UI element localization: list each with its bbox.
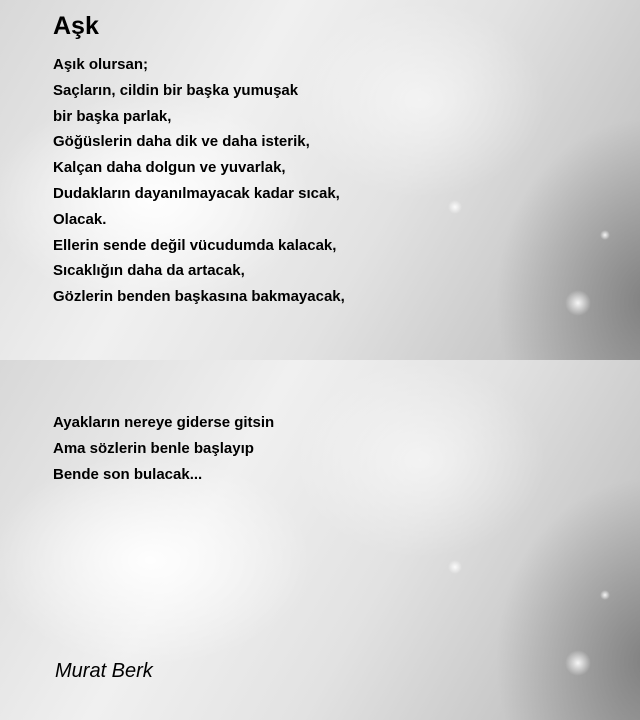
sparkle [600,590,610,600]
poem-line: Bende son bulacak... [53,465,203,483]
poem-title: Aşk [53,12,99,40]
sparkle [565,290,591,316]
poem-line: Sıcaklığın daha da artacak, [53,262,245,280]
poem-line: Kalçan daha dolgun ve yuvarlak, [53,159,286,177]
poem-panel-bottom [0,360,640,720]
poem-line: Ama sözlerin benle başlayıp [53,439,254,457]
poem-stanza-one [53,52,345,310]
sparkle [600,230,610,240]
poem-line: Gözlerin benden başkasına bakmayacak, [53,288,345,306]
poem-stanza-two [53,410,274,487]
poem-line: Saçların, cildin bir başka yumuşak [53,81,299,99]
sparkle [448,200,462,214]
poem-line: bir başka parlak, [53,107,172,125]
poem-line: Ellerin sende değil vücudumda kalacak, [53,236,337,254]
poem-line: Aşık olursan; [53,56,149,73]
poem-line: Göğüslerin daha dik ve daha isterik, [53,133,310,151]
sparkle [565,650,591,676]
poem-author: Murat Berk [55,660,153,682]
poem-line: Olacak. [53,210,107,228]
sparkle [448,560,462,574]
poem-line: Ayakların nereye giderse gitsin [53,414,275,431]
poem-line: Dudakların dayanılmayacak kadar sıcak, [53,184,340,202]
